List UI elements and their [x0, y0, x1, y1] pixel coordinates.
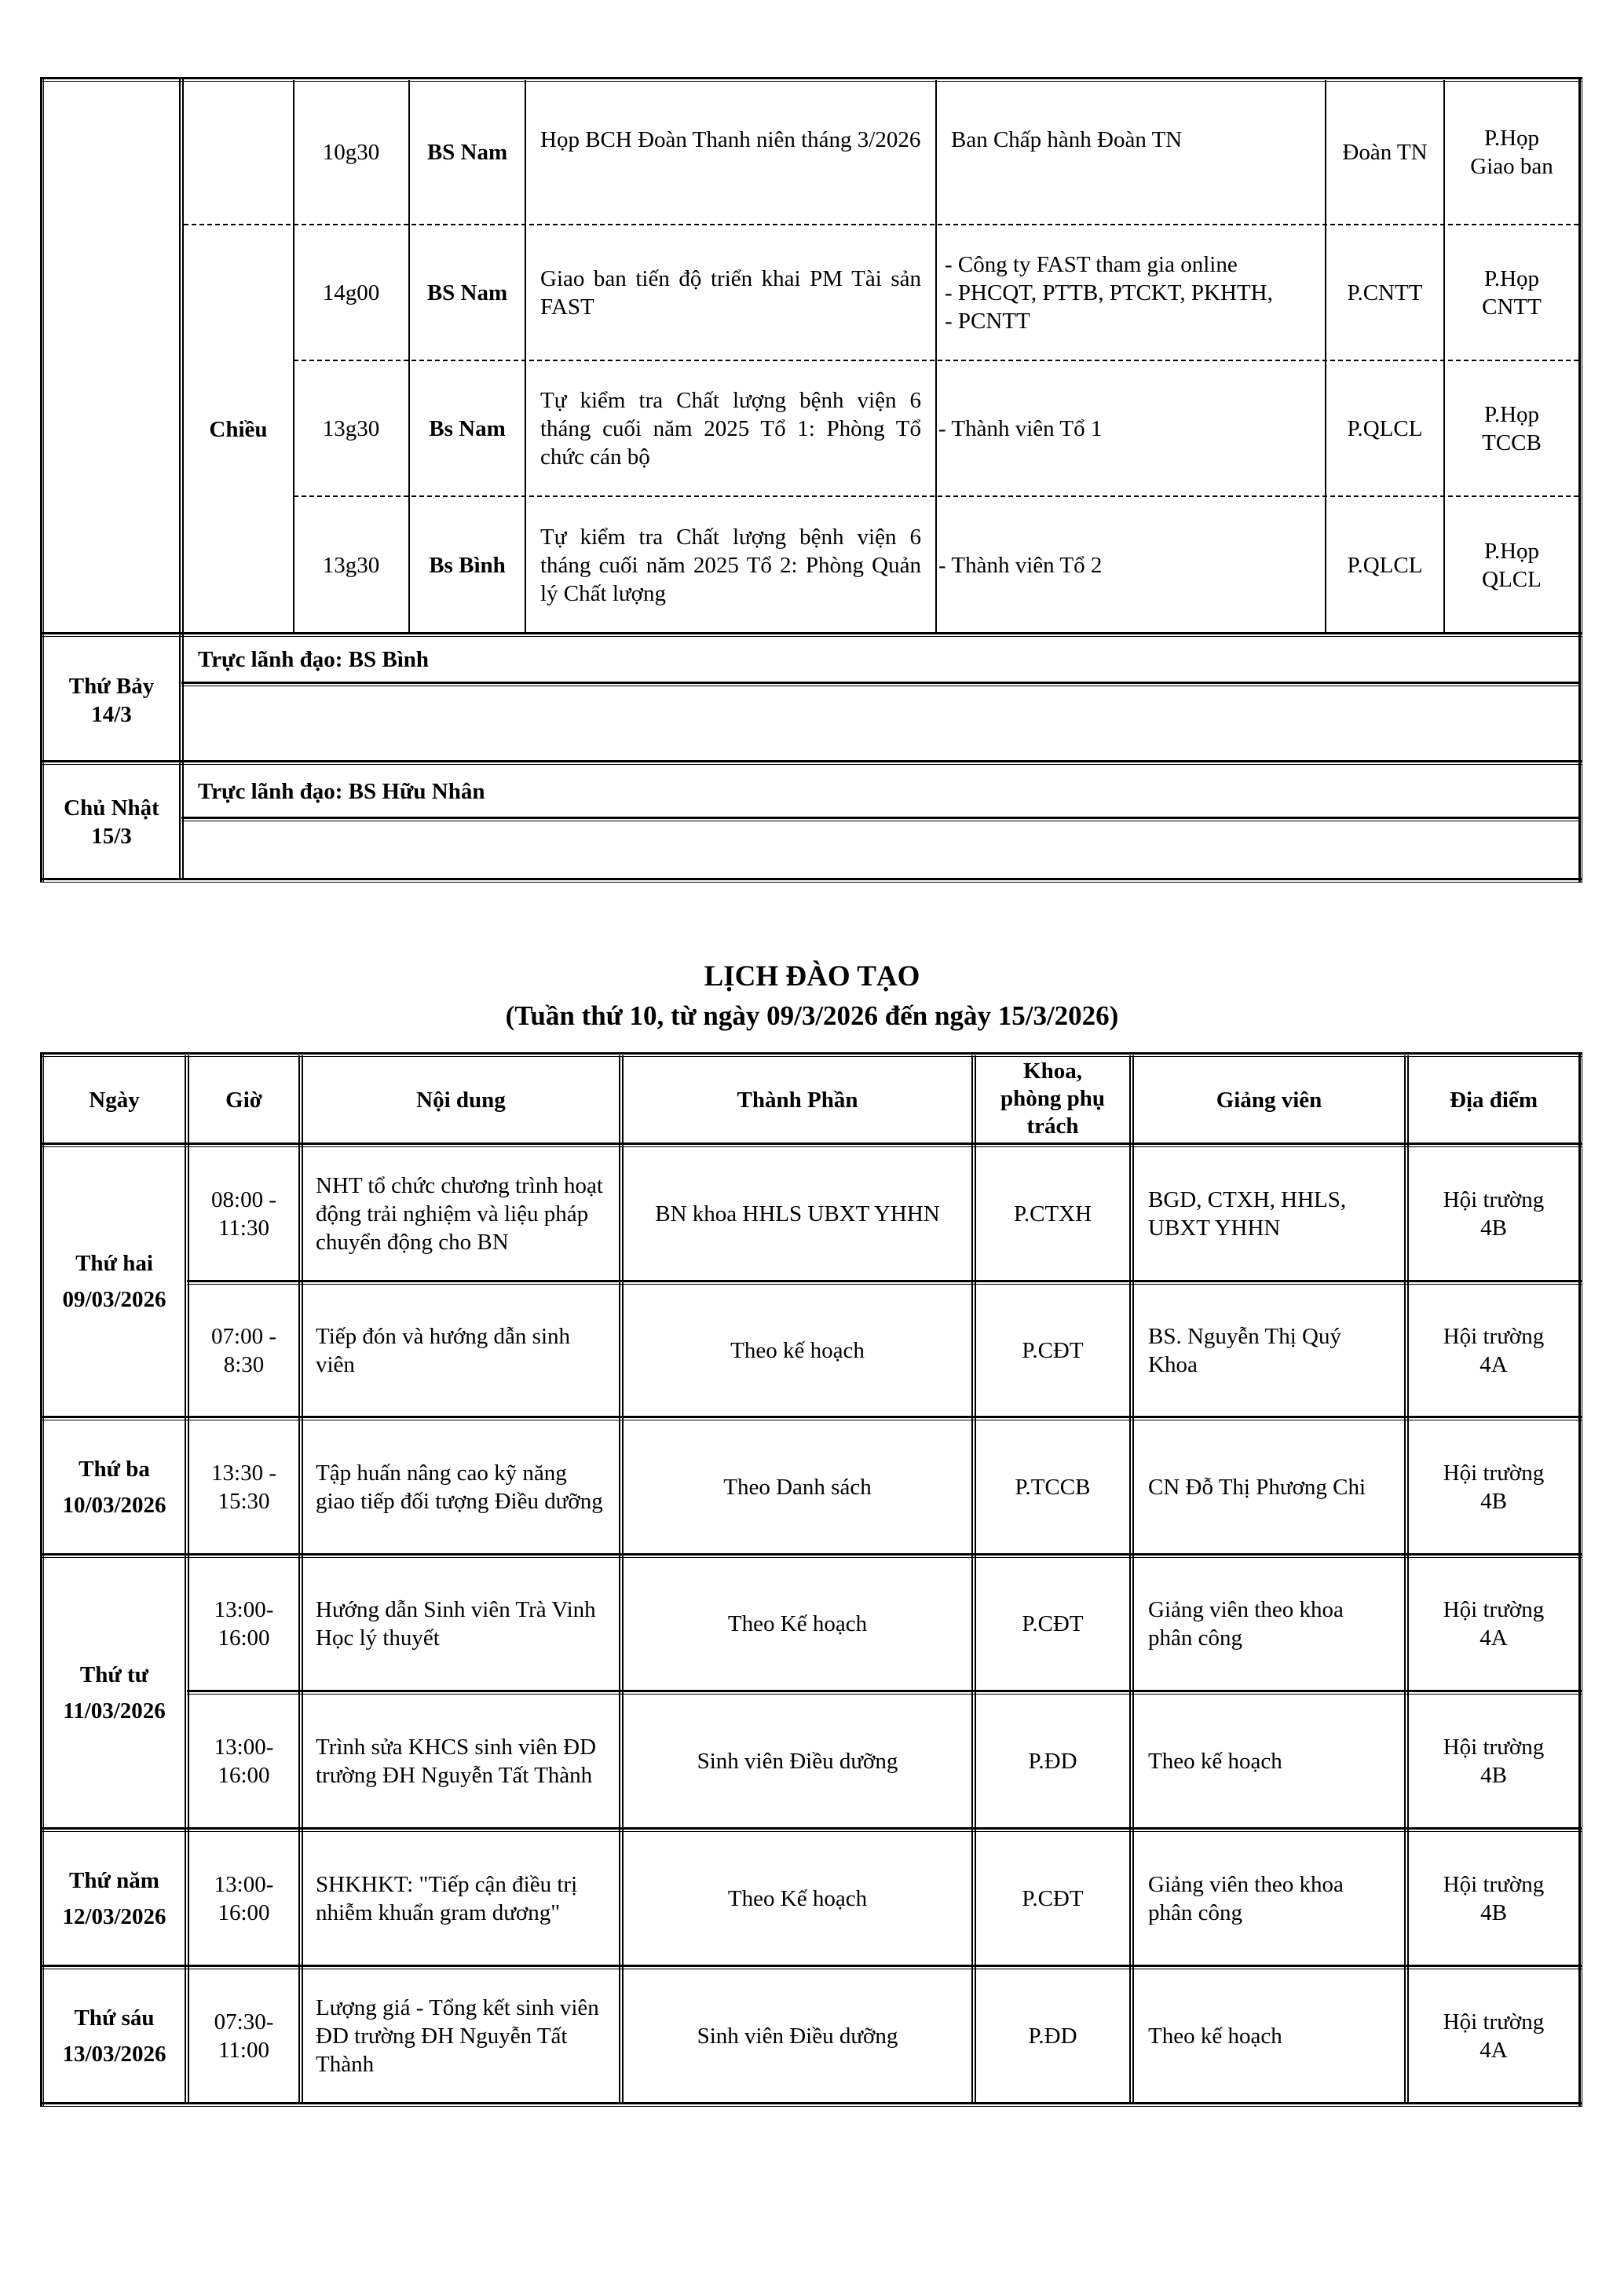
session-time: 07:00 - 8:30	[211, 1323, 276, 1377]
row-divider	[40, 760, 1582, 765]
weekend-day-saturday: Thứ Bảy 14/3	[68, 674, 155, 727]
session-lecturer: Giảng viên theo khoa phân công	[1148, 1597, 1344, 1651]
meeting-time: 14g00	[322, 280, 380, 305]
meeting-participants: - Công ty FAST tham gia online - PHCQT, PTTB, PTCKT, PKHTH, - PCNTT	[945, 252, 1273, 334]
row-divider	[181, 682, 1580, 686]
training-title: LỊCH ĐÀO TẠO	[704, 960, 920, 993]
table-border-right	[1578, 1052, 1582, 2107]
session-content: Trình sửa KHCS sinh viên ĐD trường ĐH Nguyễn Tất Thành	[316, 1734, 597, 1788]
session-participants: Sinh viên Điều dưỡng	[697, 1748, 898, 1774]
table-border-bottom	[40, 2102, 1582, 2107]
meeting-participants: - Thành viên Tổ 1	[938, 416, 1103, 441]
column-header-participants: Thành Phần	[737, 1087, 858, 1113]
meeting-time: 13g30	[322, 553, 380, 578]
session-content: NHT tổ chức chương trình hoạt động trải nghiệm và liệu pháp chuyển động cho BN	[316, 1172, 603, 1255]
meeting-unit: Đoàn TN	[1342, 140, 1428, 165]
meeting-content: Giao ban tiến độ triển khai PM Tài sản FAST	[540, 266, 921, 320]
row-divider	[181, 817, 1580, 821]
session-lecturer: Theo kế hoạch	[1148, 1748, 1282, 1774]
training-subtitle: (Tuần thứ 10, từ ngày 09/3/2026 đến ngày 15/3/2026)	[505, 1000, 1119, 1031]
session-lecturer: Giảng viên theo khoa phân công	[1148, 1871, 1344, 1925]
session-lecturer: BGD, CTXH, HHLS, UBXT YHHN	[1148, 1186, 1347, 1241]
session-location: Hội trường 4B	[1443, 1186, 1545, 1241]
session-participants: Theo Kế hoạch	[727, 1885, 868, 1911]
session-content: Tập huấn nâng cao kỹ năng giao tiếp đối tượng Điều dưỡng	[316, 1460, 603, 1514]
session-lecturer: CN Đỗ Thị Phương Chi	[1148, 1474, 1366, 1500]
meeting-unit: P.QLCL	[1347, 416, 1423, 441]
session-department: P.CĐT	[1022, 1337, 1084, 1363]
meeting-participants: Ban Chấp hành Đoàn TN	[951, 127, 1183, 152]
weekend-details-saturday	[184, 688, 1578, 760]
session-participants: Theo kế hoạch	[730, 1337, 865, 1363]
meeting-time: 10g30	[322, 140, 380, 165]
session-time: 07:30- 11:00	[214, 2009, 274, 2063]
column-header-date: Ngày	[89, 1087, 140, 1113]
column-header-time: Giờ	[225, 1087, 262, 1113]
session-time: 13:00- 16:00	[214, 1871, 274, 1925]
weekend-duty-saturday: Trực lãnh đạo: BS Bình	[198, 647, 430, 672]
weekend-duty-sunday: Trực lãnh đạo: BS Hữu Nhân	[198, 779, 485, 804]
meeting-location: P.Họp TCCB	[1482, 402, 1542, 455]
training-day-wednesday: Thứ tư 11/03/2026	[63, 1662, 166, 1724]
row-divider	[294, 360, 1578, 361]
session-location: Hội trường 4B	[1443, 1734, 1545, 1788]
session-participants: Theo Kế hoạch	[727, 1611, 868, 1636]
weekend-details-sunday	[184, 823, 1578, 878]
meeting-content: Tự kiểm tra Chất lượng bệnh viện 6 tháng cuối năm 2025 Tổ 2: Phòng Quản lý Chất lượng	[540, 525, 921, 606]
meeting-time: 13g30	[322, 416, 380, 441]
session-participants: Theo Danh sách	[723, 1474, 872, 1500]
session-department: P.CTXH	[1013, 1201, 1092, 1227]
session-location: Hội trường 4B	[1443, 1871, 1545, 1925]
session-lecturer: BS. Nguyễn Thị Quý Khoa	[1148, 1323, 1341, 1377]
meeting-unit: P.QLCL	[1347, 553, 1423, 578]
training-day-thursday: Thứ năm 12/03/2026	[62, 1867, 166, 1929]
session-time: 13:00- 16:00	[214, 1597, 274, 1651]
session-participants: Sinh viên Điều dưỡng	[697, 2023, 898, 2049]
session-department: P.ĐD	[1028, 1748, 1077, 1774]
session-department: P.CĐT	[1022, 1885, 1084, 1911]
column-header-lecturer: Giảng viên	[1216, 1087, 1322, 1113]
column-header-content: Nội dung	[416, 1087, 506, 1113]
session-location: Hội trường 4B	[1443, 1460, 1545, 1514]
meeting-location: P.Họp Giao ban	[1470, 126, 1553, 179]
session-location: Hội trường 4A	[1443, 2009, 1545, 2063]
meeting-schedule-table	[0, 0, 1624, 887]
meeting-participants: - Thành viên Tổ 2	[938, 553, 1103, 578]
session-time: 08:00 - 11:30	[211, 1186, 276, 1241]
session-lecturer: Theo kế hoạch	[1148, 2023, 1282, 2049]
table-border-bottom	[40, 878, 1582, 883]
meeting-content: Tự kiểm tra Chất lượng bệnh viện 6 tháng cuối năm 2025 Tổ 1: Phòng Tổ chức cán bộ	[540, 388, 921, 470]
session-department: P.ĐD	[1028, 2023, 1077, 2049]
meeting-location: P.Họp QLCL	[1482, 539, 1542, 592]
meeting-chair: Bs Bình	[429, 553, 506, 578]
weekend-day-sunday: Chủ Nhật 15/3	[64, 795, 159, 849]
meeting-location: P.Họp CNTT	[1482, 266, 1542, 320]
session-department: P.TCCB	[1015, 1474, 1091, 1500]
session-content: Lượng giá - Tổng kết sinh viên ĐD trường ĐH Nguyễn Tất Thành	[316, 1994, 599, 2077]
session-time: 13:00- 16:00	[214, 1734, 274, 1788]
column-header-department: Khoa, phòng phụ trách	[1000, 1058, 1106, 1139]
meeting-unit: P.CNTT	[1347, 280, 1423, 305]
session-content: Tiếp đón và hướng dẫn sinh viên	[316, 1323, 571, 1377]
session-time: 13:30 - 15:30	[211, 1460, 276, 1514]
session-content: Hướng dẫn Sinh viên Trà Vinh Học lý thuyết	[316, 1597, 596, 1651]
training-day-tuesday: Thứ ba 10/03/2026	[62, 1456, 166, 1518]
session-location: Hội trường 4A	[1443, 1597, 1545, 1651]
meeting-content: Họp BCH Đoàn Thanh niên tháng 3/2026	[540, 127, 921, 152]
session-content: SHKHKT: "Tiếp cận điều trị nhiễm khuẩn gram dương"	[316, 1871, 578, 1925]
meeting-chair: Bs Nam	[429, 416, 506, 441]
meeting-chair: BS Nam	[426, 140, 508, 165]
column-header-location: Địa điểm	[1450, 1087, 1538, 1113]
session-department: P.CĐT	[1022, 1611, 1084, 1636]
session-participants: BN khoa HHLS UBXT YHHN	[655, 1201, 940, 1227]
session-label-afternoon: Chiều	[209, 417, 268, 442]
session-location: Hội trường 4A	[1443, 1323, 1545, 1377]
training-day-monday: Thứ hai 09/03/2026	[62, 1251, 166, 1312]
meeting-chair: BS Nam	[426, 280, 508, 305]
row-divider	[294, 495, 1578, 497]
training-day-friday: Thứ sáu 13/03/2026	[62, 2005, 166, 2067]
